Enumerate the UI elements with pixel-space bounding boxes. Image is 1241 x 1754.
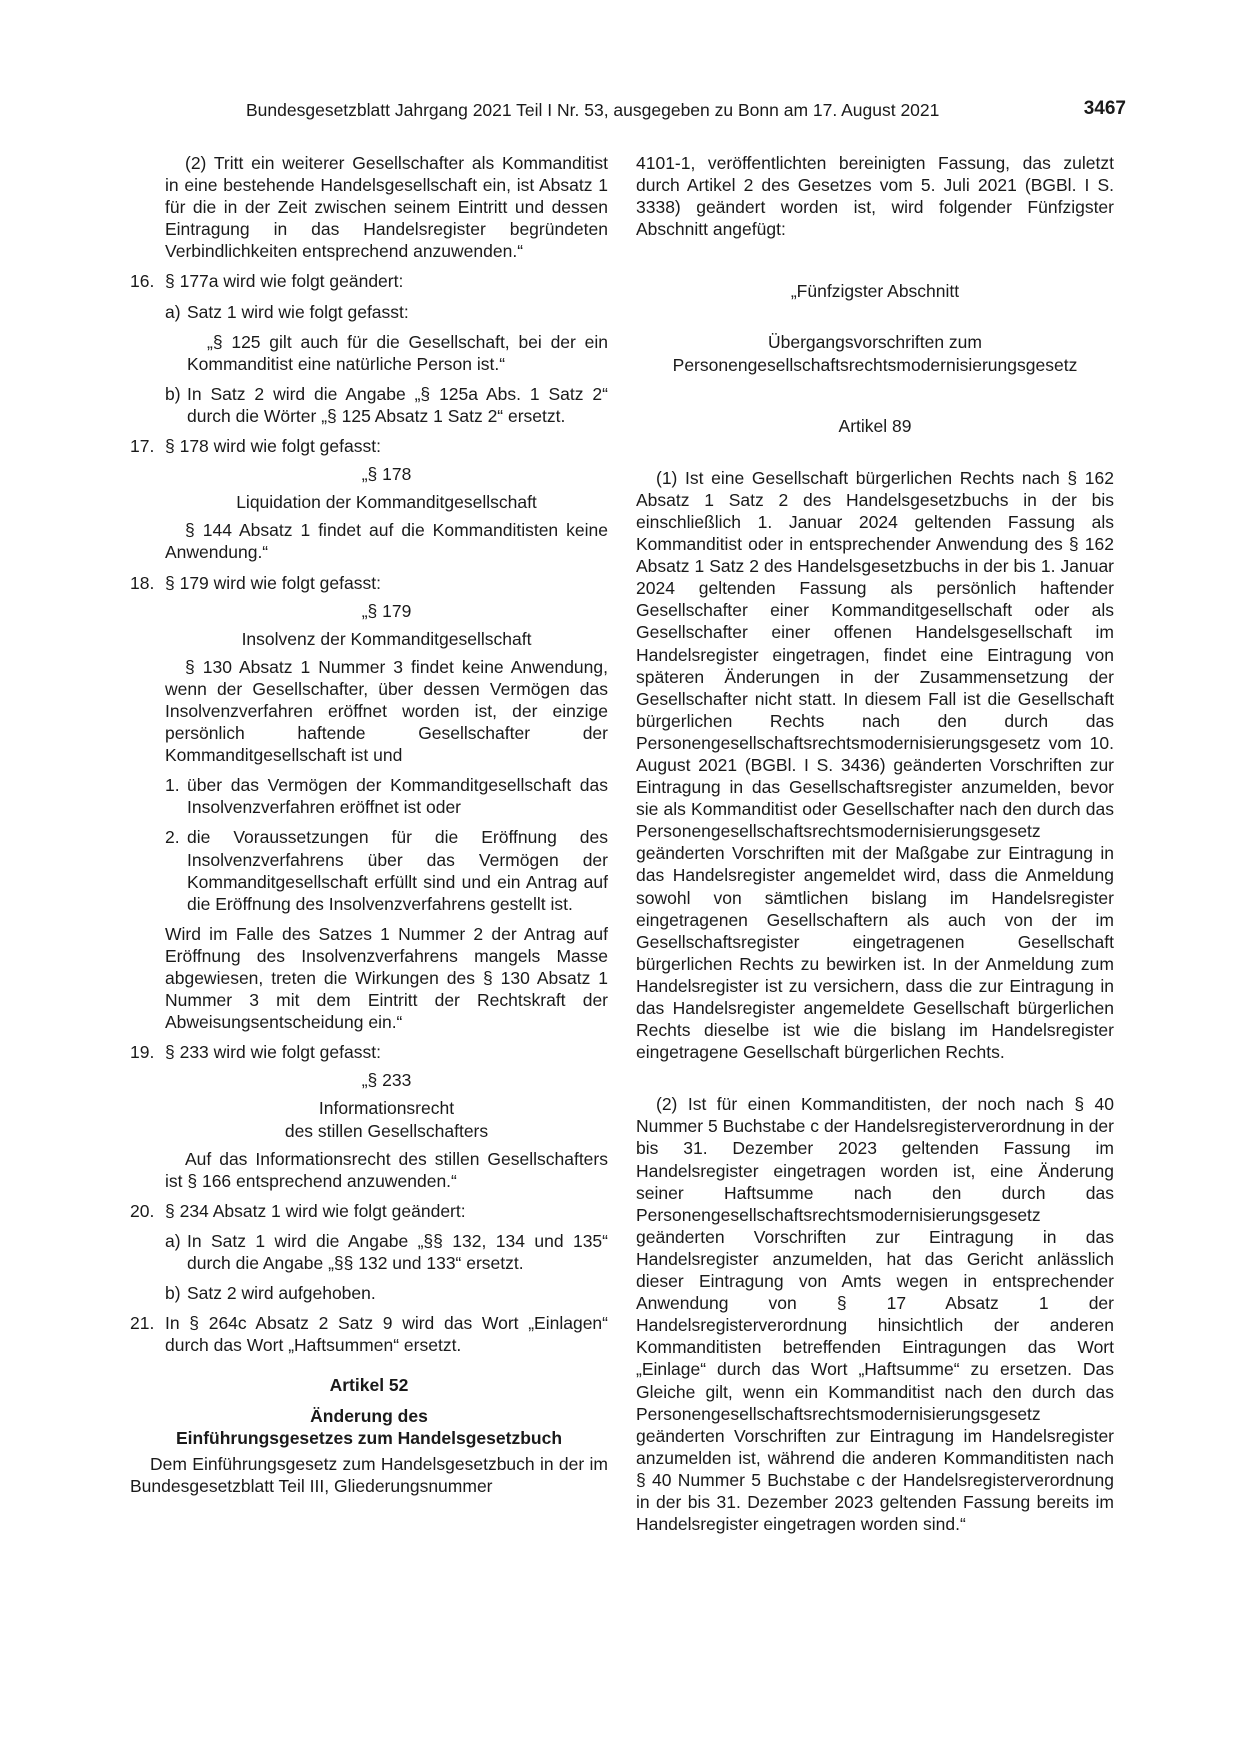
sub-item-letter: a) [165, 1230, 181, 1251]
section-heading: des stillen Gesellschafters [284, 1120, 489, 1141]
enum-text: die Voraussetzungen für die Eröffnung des Insolvenzverfahrens über das Vermögen der Kommanditgesellschaft erfüllt sind und ein Antrag auf die Eröffnung des Insolvenzverfahrens gestellt ist. [187, 827, 608, 914]
article-52-subtitle: Änderung des [310, 1405, 428, 1426]
header-title: Bundesgesetzblatt Jahrgang 2021 Teil I Nr. 53, ausgegeben zu Bonn am 17. August 2021 [246, 100, 940, 120]
article-52-body: Dem Einführungsgesetz zum Handelsgesetzbuch in der im Bundesgesetzblatt Teil III, Gliederungsnummer [130, 1453, 608, 1496]
sub-item-16b [130, 383, 608, 427]
sub-item-16a [130, 301, 608, 323]
enum-text: über das Vermögen der Kommanditgesellschaft das Insolvenzverfahren eröffnet ist oder [187, 775, 608, 818]
item-number: 17. [130, 436, 155, 457]
section-heading: Liquidation der Kommanditgesellschaft [236, 492, 537, 513]
article-52-subtitle: Einführungsgesetzes zum Handelsgesetzbuch [175, 1427, 563, 1448]
page-number: 3467 [1083, 98, 1126, 119]
item-text: § 233 wird wie folgt gefasst: [165, 1042, 381, 1063]
sub-item-letter: a) [165, 301, 181, 322]
section-heading: Insolvenz der Kommanditgesellschaft [241, 628, 532, 649]
section-number: „§ 179 [361, 600, 412, 621]
right-column [636, 152, 1114, 1535]
item-text: § 179 wird wie folgt gefasst: [165, 572, 381, 593]
list-item-20 [130, 1200, 608, 1222]
sub-item-letter: b) [165, 1283, 181, 1304]
sub-item-text: Satz 2 wird aufgehoben. [187, 1283, 376, 1304]
item-number: 19. [130, 1042, 155, 1063]
quoted-text: „§ 125 gilt auch für die Gesellschaft, bei der ein Kommanditist eine natürliche Person ist.“ [187, 331, 608, 374]
list-item-17 [130, 435, 608, 457]
section-subtitle: Übergangsvorschriften zum [768, 332, 982, 353]
list-item-16 [130, 270, 608, 292]
item-number: 16. [130, 271, 155, 292]
section-heading: Informationsrecht [318, 1098, 455, 1119]
paragraph-intro: (2) Tritt ein weiterer Gesellschafter als Kommanditist in eine bestehende Handelsgesellschaft ein, ist Absatz 1 für die in der Zeit zwischen seinem Eintritt und dessen Eintragung in das Handelsregister begründeten Verbindlichkeiten entsprechend anzuwenden.“ [165, 153, 608, 262]
sub-item-20a [130, 1230, 608, 1274]
enum-item-1 [130, 774, 608, 818]
enum-item-2 [130, 826, 608, 914]
item-number: 18. [130, 572, 155, 593]
section-title: „Fünfzigster Abschnitt [790, 281, 960, 302]
item-text: § 177a wird wie folgt geändert: [165, 271, 404, 292]
section-tail: Wird im Falle des Satzes 1 Nummer 2 der Antrag auf Eröffnung des Insolvenzverfahrens mangels Masse abgewiesen, treten die Wirkungen des § 130 Absatz 1 Nummer 3 mit dem Eintritt der Rechtskraft der Abweisungsentscheidung ein.“ [165, 923, 608, 1033]
section-subtitle: Personengesellschaftsrechtsmodernisierungsgesetz [672, 354, 1078, 375]
sub-item-text: In Satz 1 wird die Angabe „§§ 132, 134 und 135“ durch die Angabe „§§ 132 und 133“ ersetzt. [187, 1230, 608, 1274]
sub-item-letter: b) [165, 383, 181, 404]
section-body: § 130 Absatz 1 Nummer 3 findet keine Anwendung, wenn der Gesellschafter, über dessen Vermögen das Insolvenzverfahren eröffnet worden ist, der einzige persönlich haftende Gesellschafter der Kommanditgesellschaft ist und [165, 656, 608, 766]
section-number: „§ 233 [361, 1070, 412, 1091]
list-item-19 [130, 1041, 608, 1063]
list-item-21 [130, 1312, 608, 1356]
section-number: „§ 178 [361, 464, 412, 485]
article-52-title: Artikel 52 [329, 1375, 409, 1396]
item-text: § 234 Absatz 1 wird wie folgt geändert: [165, 1200, 466, 1221]
item-text: In § 264c Absatz 2 Satz 9 wird das Wort „Einlagen“ durch das Wort „Haftsummen“ ersetzt. [165, 1313, 608, 1356]
paragraph-1: (1) Ist eine Gesellschaft bürgerlichen Rechts nach § 162 Absatz 1 Satz 2 des Handelsgesetzbuchs in der bis einschließlich 1. Januar 2024 geltenden Fassung als Kommanditist oder in entsprechender Anwendung des § 162 Absatz 1 Satz 2 des Handelsgesetzbuchs in der bis 1. Januar 2024 geltenden Fassung als persönlich haftender Gesellschafter einer Kommanditgesellschaft oder als Gesellschafter einer offenen Handelsgesellschaft im Handelsregister eingetragen, findet eine Eintragung von späteren Änderungen in der Zusammensetzung der Gesellschafter nicht statt. In diesem Fall ist die Gesellschaft bürgerlichen Rechts nach den durch das Personengesellschaftsrechtsmodernisierungsgesetz vom 10. August 2021 (BGBl. I S. 3436) geänderten Vorschriften zur Eintragung in das Gesellschaftsregister anzumelden, bevor sie als Kommanditist oder Gesellschafter nach den durch das Personengesellschaftsrechtsmodernisierungsgesetz geänderten Vorschriften mit der Maßgabe zur Eintragung in das Handelsregister angemeldet wird, dass die Anmeldung sowohl von sämtlichen bislang im Handelsregister eingetragenen Gesellschaftern als auch von der im Gesellschaftsregister eingetragenen Gesellschaft bürgerlichen Rechts zu bewirken ist. In der Anmeldung zum Handelsregister ist zu versichern, dass die zur Eintragung in das Handelsregister angemeldete Gesellschaft bürgerlichen Rechts dieselbe ist wie die bislang im Handelsregister eingetragene Gesellschaft bürgerlichen Rechts. [636, 467, 1114, 1063]
enum-number: 2. [165, 827, 180, 848]
section-body: § 144 Absatz 1 findet auf die Kommanditisten keine Anwendung.“ [165, 520, 608, 563]
section-body: Auf das Informationsrecht des stillen Gesellschafters ist § 166 entsprechend anzuwenden.“ [165, 1148, 608, 1191]
page-header [246, 98, 1126, 128]
sub-item-text: Satz 1 wird wie folgt gefasst: [187, 301, 409, 322]
left-column [130, 152, 608, 1497]
paragraph-continued: 4101-1, veröffentlichten bereinigten Fassung, das zuletzt durch Artikel 2 des Gesetzes vom 5. Juli 2021 (BGBl. I S. 3338) geändert worden ist, wird folgender Fünfzigster Abschnitt angefügt: [636, 153, 1114, 240]
paragraph-2: (2) Ist für einen Kommanditisten, der noch nach § 40 Nummer 5 Buchstabe c der Handelsregisterverordnung in der bis 31. Dezember 2023 geltenden Fassung im Handelsregister eingetragen worden ist, eine Änderung seiner Haftsumme nach den durch das Personengesellschaftsrechtsmodernisierungsgesetz geänderten Vorschriften zur Eintragung in das Handelsregister anzumelden, hat das Gericht anlässlich dieser Eintragung von Amts wegen in entsprechender Anwendung von § 17 Absatz 1 der Handelsregisterverordnung hinsichtlich der anderen Kommanditisten betreffenden Eintragungen das Wort „Einlage“ durch das Wort „Haftsumme“ zu ersetzen. Das Gleiche gilt, wenn ein Kommanditist nach den durch das Personengesellschaftsrechtsmodernisierungsgesetz geänderten Vorschriften zur Eintragung im Handelsregister anzumelden ist, während die anderen Kommanditisten nach § 40 Nummer 5 Buchstabe c der Handelsregisterverordnung in der bis 31. Dezember 2023 geltenden Fassung bereits im Handelsregister eingetragen worden sind.“ [636, 1094, 1114, 1535]
enum-number: 1. [165, 775, 180, 796]
sub-item-text: In Satz 2 wird die Angabe „§ 125a Abs. 1 Satz 2“ durch die Wörter „§ 125 Absatz 1 Satz 2“ ersetzt. [187, 383, 608, 426]
item-text: § 178 wird wie folgt gefasst: [165, 436, 381, 457]
article-89-title: Artikel 89 [838, 415, 912, 436]
item-number: 20. [130, 1200, 155, 1221]
sub-item-20b [130, 1282, 608, 1304]
item-number: 21. [130, 1313, 155, 1334]
list-item-18 [130, 572, 608, 594]
